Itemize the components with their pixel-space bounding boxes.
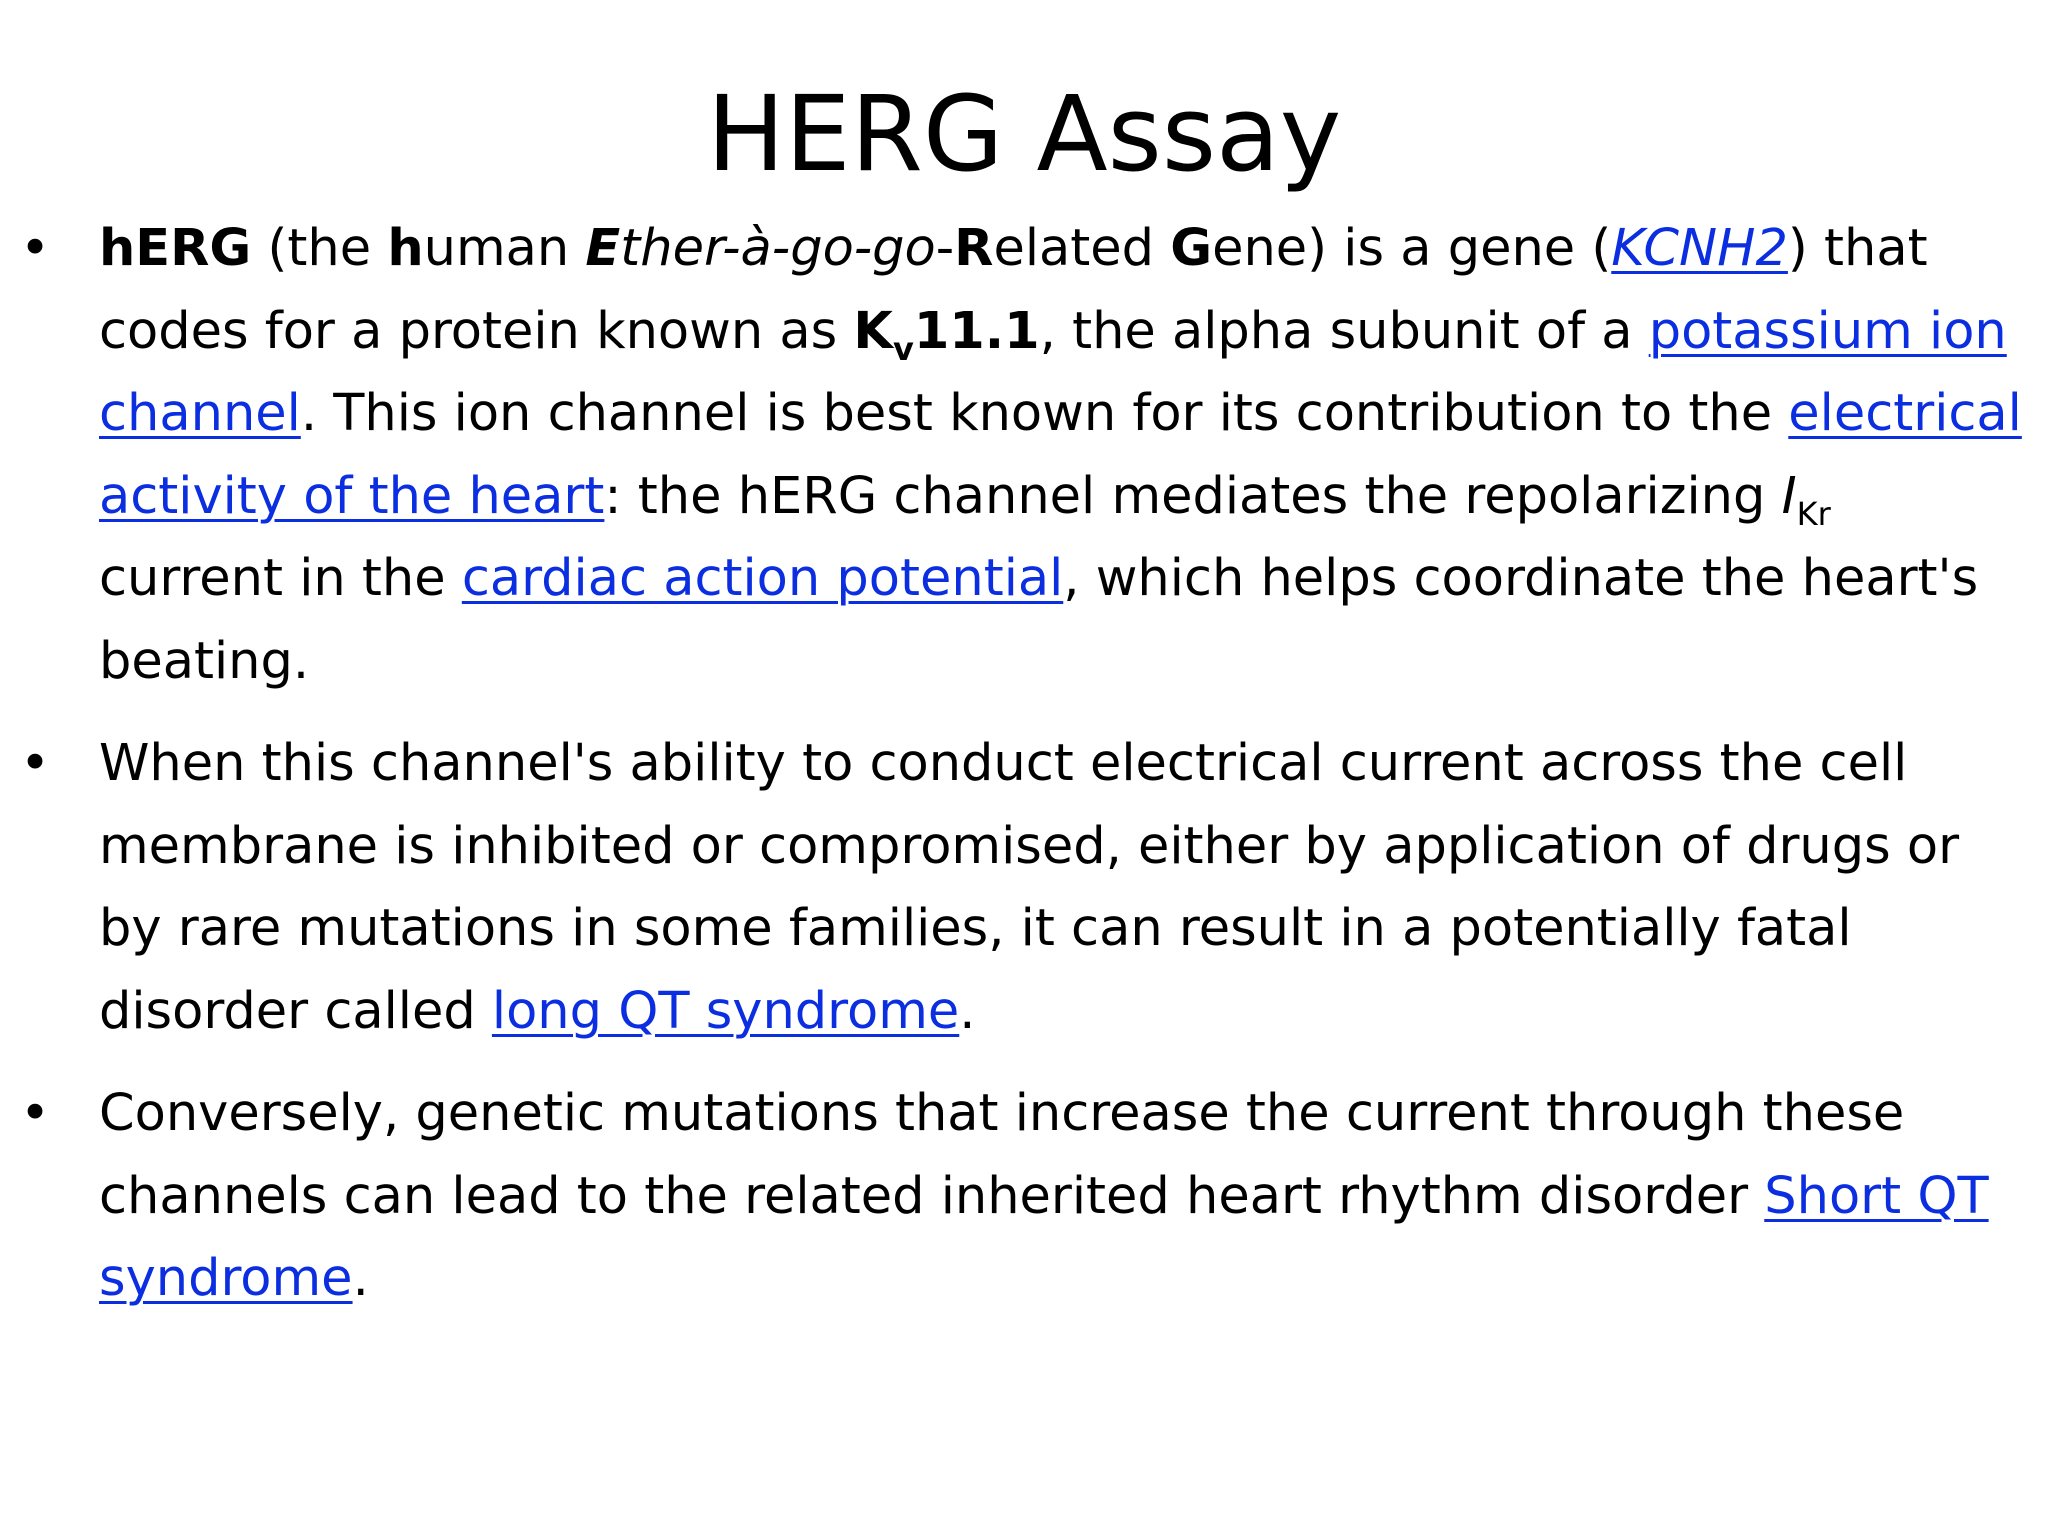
current-symbol-i: I bbox=[1781, 466, 1797, 526]
bullet-list bbox=[20, 208, 2025, 1321]
text-span: When this channel's ability to conduct electrical current across the cell membrane is inhibited or compromised, either by application of drugs or by rare mutations in some families, it can result in a potentially fatal disorder called bbox=[99, 734, 1960, 1041]
long-qt-syndrome-link[interactable]: long QT syndrome bbox=[491, 981, 960, 1041]
text-span: . bbox=[352, 1249, 369, 1308]
ether-a-go-go-text: ther-à-go-go bbox=[620, 219, 936, 278]
kv-number: 11.1 bbox=[913, 301, 1040, 361]
potassium-ion-channel-link[interactable]: potassium ion channel bbox=[99, 301, 2007, 443]
bullet-item-herg-definition bbox=[20, 208, 2025, 703]
bullet-item-mutations bbox=[20, 1073, 2025, 1321]
acronym-letter-g: G bbox=[1170, 219, 1213, 278]
text-span: : the hERG channel mediates the repolarizing bbox=[604, 466, 1782, 526]
current-subscript-kr: Kr bbox=[1796, 494, 1831, 533]
acronym-letter-e: E bbox=[585, 219, 621, 278]
kcnh2-link[interactable]: KCNH2 bbox=[1611, 219, 1788, 278]
bullet-dot-icon: • bbox=[20, 219, 51, 278]
text-span: (the bbox=[251, 219, 388, 278]
text-span: , which helps coordinate the heart's beating. bbox=[99, 549, 1979, 691]
text-span: . bbox=[959, 981, 976, 1041]
electrical-activity-link[interactable]: electrical activity of the heart bbox=[99, 384, 2022, 526]
text-span: uman bbox=[423, 219, 586, 278]
kv-subscript-v: v bbox=[892, 329, 914, 368]
text-span: Conversely, genetic mutations that increase the current through these channels can lead to the related inherited heart rhythm disorder bbox=[99, 1084, 1905, 1226]
text-span: ene) is a gene ( bbox=[1212, 219, 1612, 278]
text-span: elated bbox=[993, 219, 1171, 278]
herg-term: hERG bbox=[99, 219, 252, 278]
text-span: . This ion channel is best known for its contribution to the bbox=[300, 384, 1789, 443]
acronym-letter-r: R bbox=[954, 219, 994, 278]
short-qt-syndrome-link[interactable]: Short QT syndrome bbox=[99, 1166, 1989, 1308]
bullet-dot-icon: • bbox=[20, 1084, 51, 1143]
bullet-item-inhibition bbox=[20, 723, 2025, 1053]
text-span: current in the bbox=[99, 549, 462, 608]
text-span: - bbox=[935, 219, 955, 278]
acronym-letter-h: h bbox=[387, 219, 424, 278]
kv-letter-k: K bbox=[853, 301, 893, 361]
bullet-dot-icon: • bbox=[20, 734, 51, 793]
slide-title: HERG Assay bbox=[706, 73, 1342, 195]
text-span: , the alpha subunit of a bbox=[1039, 301, 1649, 361]
cardiac-action-potential-link[interactable]: cardiac action potential bbox=[461, 549, 1064, 608]
text-span: ) that codes for a protein known as bbox=[99, 219, 1928, 361]
